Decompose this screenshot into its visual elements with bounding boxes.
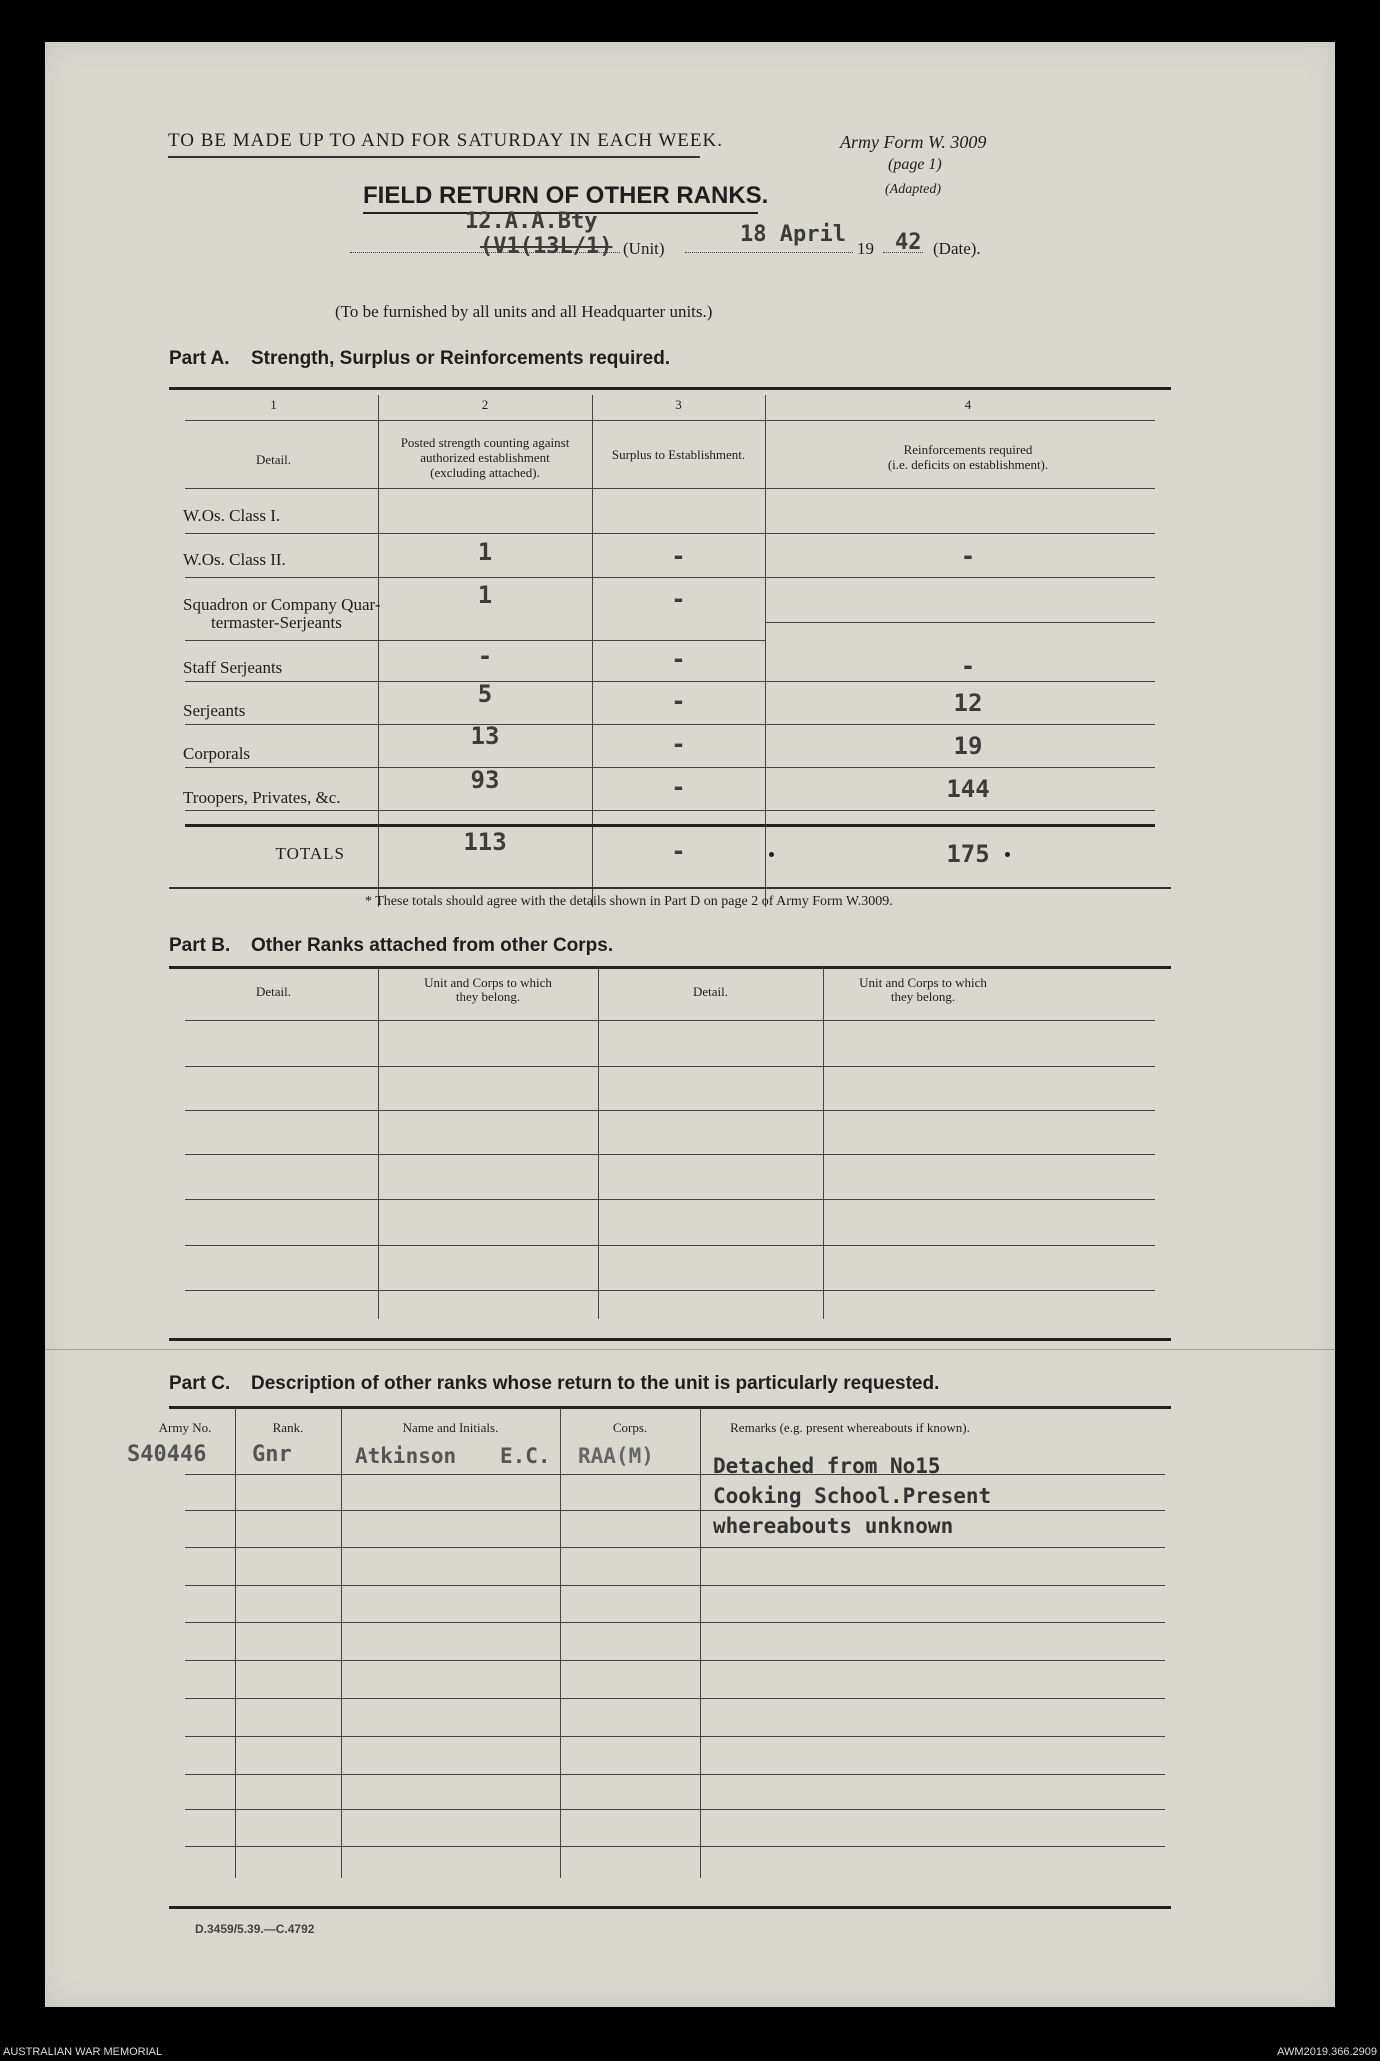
staff-serjeants-surplus: - — [671, 645, 686, 673]
row-rule — [185, 577, 1155, 578]
part-c-title: Description of other ranks whose return to the unit is particularly requested. — [251, 1373, 940, 1394]
row-rule — [185, 767, 1155, 768]
part-a-top-rule — [169, 387, 1171, 390]
part-b-header-unit-2b: they belong. — [890, 989, 956, 1004]
row-rule — [185, 810, 1155, 811]
part-c-label: Part C. — [169, 1373, 231, 1394]
row-label-sqms: Squadron or Company Quar- — [183, 595, 381, 614]
fold-crease — [45, 1349, 1335, 1350]
part-a-col-number-2: 2 — [481, 397, 489, 412]
page-number: (page 1) — [888, 156, 942, 173]
corporals-surplus: - — [671, 730, 686, 758]
row-rule — [765, 622, 1155, 623]
privates-surplus: - — [671, 773, 686, 801]
part-a-header-surplus: Surplus to Establishment. — [611, 447, 746, 462]
form-id: Army Form W. 3009 — [840, 132, 987, 152]
totals-top-rule — [185, 824, 1155, 827]
entry-corps: RAA(M) — [578, 1444, 654, 1468]
entry-remarks-line3: whereabouts unknown — [713, 1514, 954, 1538]
unit-value-line1: 12.A.A.Bty — [465, 209, 598, 234]
part-c-row-rule — [185, 1510, 1165, 1511]
part-b-row-rule — [185, 1110, 1155, 1111]
instruction-underline — [168, 156, 700, 158]
part-c-row-rule — [185, 1547, 1165, 1548]
unit-label: (Unit) — [623, 239, 665, 258]
entry-rank: Gnr — [252, 1442, 292, 1467]
year-dotted-line — [883, 252, 923, 253]
row-rule — [185, 640, 765, 641]
row-label-wo2: W.Os. Class II. — [183, 550, 286, 569]
print-code: D.3459/5.39.—C.4792 — [195, 1922, 315, 1936]
part-c-col-divider-2 — [341, 1408, 342, 1878]
wo2-reinf: - — [960, 542, 976, 570]
date-value: 18 April — [740, 222, 846, 247]
part-b-row-rule — [185, 1199, 1155, 1200]
row-label-corporals: Corporals — [183, 744, 251, 763]
entry-remarks-line2: Cooking School.Present — [713, 1484, 992, 1508]
part-c-header-army-no: Army No. — [158, 1420, 212, 1435]
totals-label: TOTALS — [275, 844, 345, 863]
part-c-header-corps: Corps. — [612, 1420, 648, 1435]
date-dotted-line — [685, 252, 853, 253]
part-c-header-rank: Rank. — [272, 1420, 304, 1435]
part-b-row-rule — [185, 1066, 1155, 1067]
part-a-header-posted-1: Posted strength counting against — [400, 435, 570, 450]
form-sheet — [45, 42, 1335, 2007]
entry-name: Atkinson — [355, 1444, 457, 1468]
row-label-sqms-cont: termaster-Serjeants — [211, 613, 342, 632]
sqms-surplus: - — [671, 585, 686, 613]
entry-army-no: S40446 — [127, 1442, 207, 1467]
instruction-text: TO BE MADE UP TO AND FOR SATURDAY IN EACH WEEK. — [168, 130, 723, 151]
wo2-surplus: - — [671, 542, 686, 570]
part-a-header-posted-3: (excluding attached). — [430, 465, 540, 480]
part-c-row-rule — [185, 1474, 1165, 1475]
totals-reinf: 175 — [946, 840, 990, 868]
part-b-bottom-rule — [169, 1338, 1171, 1341]
totals-footnote: * These totals should agree with the details shown in Part D on page 2 of Army Form W.3009. — [365, 894, 893, 909]
row-label-privates: Troopers, Privates, &c. — [183, 788, 341, 807]
part-c-row-rule — [185, 1622, 1165, 1623]
entry-initials: E.C. — [500, 1444, 551, 1468]
part-c-col-divider-4 — [700, 1408, 701, 1878]
corporals-posted: 13 — [470, 722, 500, 750]
part-a-col-number-3: 3 — [675, 397, 682, 412]
adapted-note: (Adapted) — [885, 182, 941, 197]
part-c-col-divider-3 — [560, 1408, 561, 1878]
part-b-title: Other Ranks attached from other Corps. — [251, 935, 614, 956]
part-c-row-rule — [185, 1809, 1165, 1810]
corporals-reinf: 19 — [953, 732, 983, 760]
part-b-row-rule — [185, 1020, 1155, 1021]
serjeants-surplus: - — [671, 687, 686, 715]
row-label-serjeants: Serjeants — [183, 701, 246, 720]
part-a-header-reinf-2: (i.e. deficits on establishment). — [887, 457, 1049, 472]
staff-serjeants-reinf: - — [960, 652, 976, 680]
row-rule — [185, 533, 1155, 534]
part-c-row-rule — [185, 1698, 1165, 1699]
part-b-header-unit-1a: Unit and Corps to which — [424, 975, 552, 990]
serjeants-reinf: 12 — [953, 689, 983, 717]
part-c-row-rule — [185, 1736, 1165, 1737]
part-a-header-posted-2: authorized establishment — [420, 450, 550, 465]
wo2-posted: 1 — [477, 538, 493, 566]
part-c-row-rule — [185, 1660, 1165, 1661]
part-c-row-rule — [185, 1846, 1165, 1847]
part-a-header-detail: Detail. — [255, 452, 291, 467]
part-c-top-rule — [169, 1406, 1171, 1409]
part-b-label: Part B. — [169, 935, 231, 956]
part-c-header-name: Name and Initials. — [402, 1420, 499, 1435]
privates-posted: 93 — [470, 766, 500, 794]
part-b-header-unit-1b: they belong. — [455, 989, 521, 1004]
part-b-header-unit-2a: Unit and Corps to which — [859, 975, 987, 990]
unit-value-line2: (V1(13L/1) — [480, 234, 613, 259]
row-label-staff-serjeants: Staff Serjeants — [183, 658, 283, 677]
part-c-header-remarks: Remarks (e.g. present whereabouts if known). — [730, 1420, 970, 1435]
part-c-bottom-rule — [169, 1906, 1171, 1909]
row-rule — [185, 724, 1155, 725]
form-subtitle: (To be furnished by all units and all Headquarter units.) — [335, 302, 713, 321]
row-rule — [185, 681, 1155, 682]
part-a-header-reinf-1: Reinforcements required — [903, 442, 1033, 457]
part-b-header-detail-2: Detail. — [692, 984, 728, 999]
part-b-header-detail-1: Detail. — [255, 984, 291, 999]
totals-surplus: - — [671, 837, 686, 865]
part-a-number-rule — [185, 420, 1155, 421]
year-value: 42 — [895, 230, 922, 255]
part-b-row-rule — [185, 1154, 1155, 1155]
part-b-top-rule — [169, 966, 1171, 969]
part-a-col-number-4: 4 — [964, 397, 972, 412]
totals-posted: 113 — [463, 828, 507, 856]
part-c-row-rule — [185, 1585, 1165, 1586]
part-b-row-rule — [185, 1245, 1155, 1246]
part-a-label: Part A. — [169, 348, 230, 369]
part-a-title: Strength, Surplus or Reinforcements required. — [251, 348, 671, 369]
staff-serjeants-posted: - — [477, 642, 493, 670]
part-c-row-rule — [185, 1774, 1165, 1775]
footer-credit-right: AWM2019.366.2909 — [1277, 2046, 1377, 2058]
part-a-header-rule — [185, 488, 1155, 489]
unit-dotted-line — [350, 252, 620, 253]
entry-remarks-line1: Detached from No15 — [713, 1454, 941, 1478]
date-label: (Date). — [933, 239, 981, 258]
serjeants-posted: 5 — [477, 680, 493, 708]
privates-reinf: 144 — [946, 775, 990, 803]
sqms-posted: 1 — [477, 581, 493, 609]
form-title: FIELD RETURN OF OTHER RANKS. — [363, 182, 769, 209]
row-label-wo1: W.Os. Class I. — [183, 506, 281, 525]
part-b-row-rule — [185, 1290, 1155, 1291]
footer-credit-left: AUSTRALIAN WAR MEMORIAL — [3, 2046, 163, 2058]
totals-bottom-rule — [169, 887, 1171, 889]
year-prefix: 19 — [857, 239, 874, 258]
part-c-col-divider-1 — [235, 1408, 236, 1878]
part-a-col-number-1: 1 — [270, 397, 277, 412]
